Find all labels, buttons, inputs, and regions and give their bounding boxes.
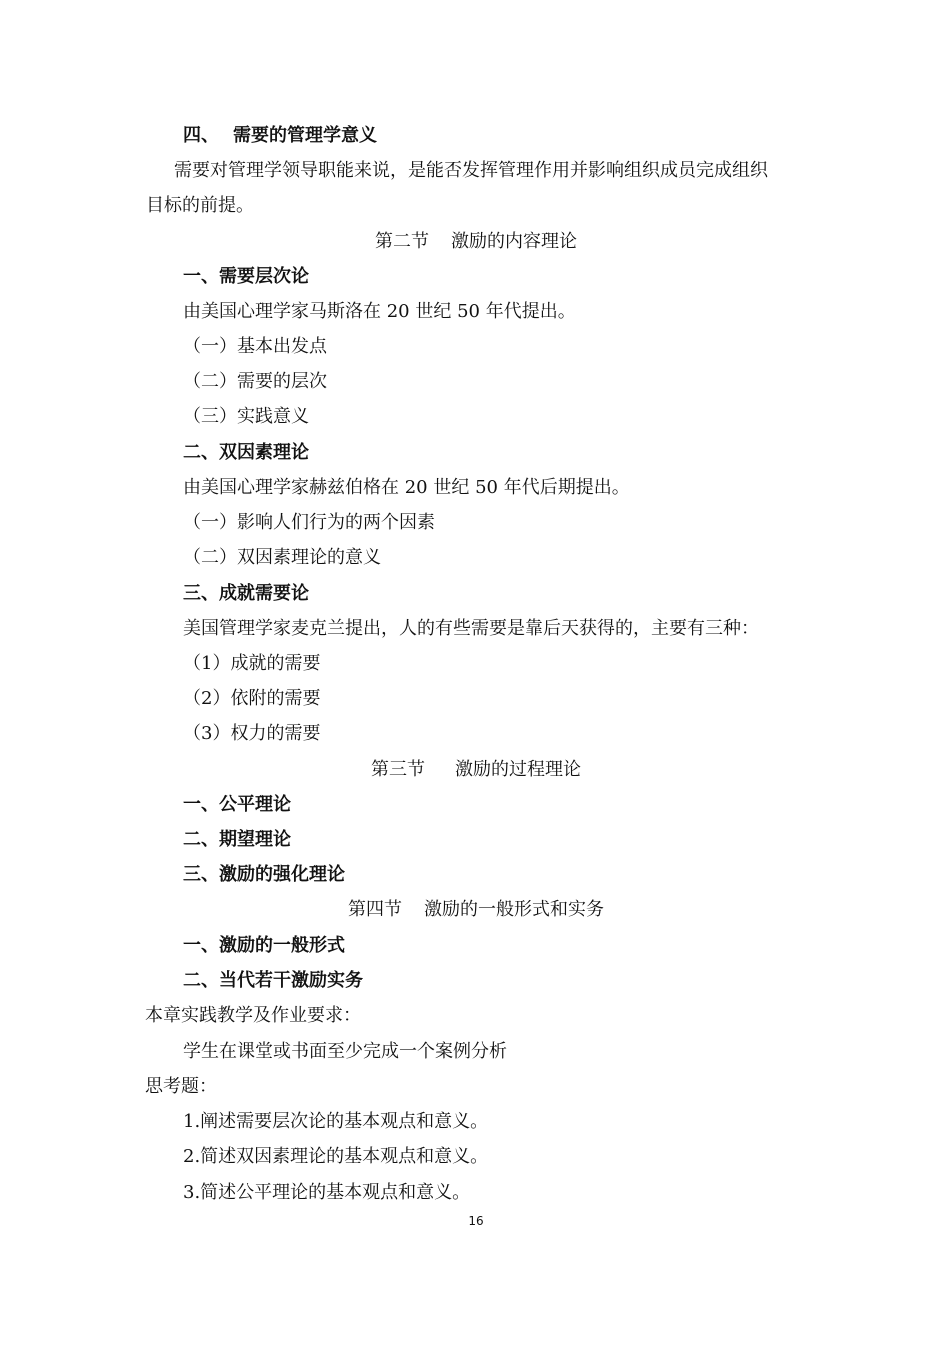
chapter-section-title-4: [0, 897, 952, 923]
list-item: （三）实践意义: [183, 406, 309, 427]
practice-label: 本章实践教学及作业要求：: [145, 1005, 361, 1026]
practice-text: 学生在课堂或书面至少完成一个案例分析: [183, 1041, 507, 1062]
subheading: 二、期望理论: [183, 829, 291, 850]
section-heading-4: [183, 123, 952, 149]
heading-text: 需要的管理学意义: [233, 125, 377, 146]
subheading: 三、激励的强化理论: [183, 864, 345, 885]
paragraph-line: 目标的前提。: [146, 195, 254, 216]
questions-label: 思考题：: [145, 1076, 217, 1097]
subheading: 二、当代若干激励实务: [183, 970, 363, 991]
subheading: 一、激励的一般形式: [183, 935, 345, 956]
text-line: 美国管理学家麦克兰提出，人的有些需要是靠后天获得的，主要有三种：: [183, 618, 759, 639]
text-line: 由美国心理学家赫兹伯格在 20 世纪 50 年代后期提出。: [183, 477, 630, 498]
list-item: （二）双因素理论的意义: [183, 547, 381, 568]
subheading: 一、公平理论: [183, 794, 291, 815]
section-number: 第二节: [375, 231, 429, 252]
section-title: 激励的一般形式和实务: [424, 899, 604, 920]
section-number: 第三节: [371, 759, 425, 780]
text-line: 由美国心理学家马斯洛在 20 世纪 50 年代提出。: [183, 301, 576, 322]
chapter-section-title-3: [0, 757, 952, 783]
subheading: 一、需要层次论: [183, 266, 309, 287]
question-item: 2.简述双因素理论的基本观点和意义。: [183, 1146, 489, 1167]
section-title: 激励的过程理论: [455, 759, 581, 780]
list-item: （一）基本出发点: [183, 336, 327, 357]
page-number: 16: [468, 1214, 484, 1228]
question-item: 3.简述公平理论的基本观点和意义。: [183, 1182, 471, 1203]
section-number: 第四节: [348, 899, 402, 920]
heading-number: 四、: [183, 125, 219, 146]
paragraph-line: 需要对管理学领导职能来说，是能否发挥管理作用并影响组织成员完成组织: [174, 160, 768, 181]
question-item: 1.阐述需要层次论的基本观点和意义。: [183, 1111, 489, 1132]
list-item: （一）影响人们行为的两个因素: [183, 512, 435, 533]
chapter-section-title-2: [0, 229, 952, 255]
list-item: （1）成就的需要: [183, 653, 321, 674]
subheading: 二、双因素理论: [183, 442, 309, 463]
list-item: （3）权力的需要: [183, 723, 321, 744]
section-title: 激励的内容理论: [451, 231, 577, 252]
list-item: （二）需要的层次: [183, 371, 327, 392]
subheading: 三、成就需要论: [183, 583, 309, 604]
list-item: （2）依附的需要: [183, 688, 321, 709]
